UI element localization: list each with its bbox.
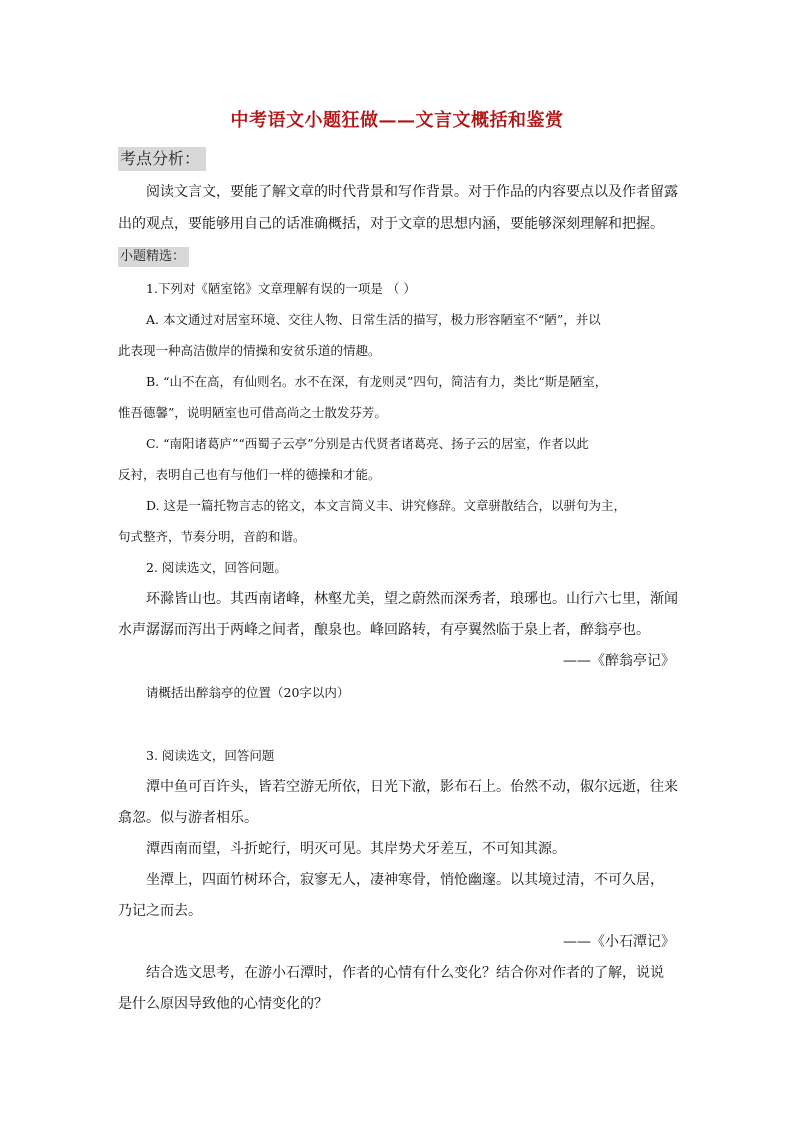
q3-question-line-2: 是什么原因导致他的心情变化的？ — [118, 996, 328, 1012]
q3-source: ——《小石潭记》 — [563, 934, 675, 950]
q1-option-c-line-1: C. “南阳诸葛庐”“西蜀子云亭”分别是古代贤者诸葛亮、扬子云的居室，作者以此 — [146, 436, 589, 451]
q3-passage3-line-2: 乃记之而去。 — [118, 903, 202, 919]
q3-question-line-1: 结合选文思考，在游小石潭时，作者的心情有什么变化？结合你对作者的了解，说说 — [146, 965, 664, 981]
analysis-line-2: 出的观点，要能够用自己的话准确概括，对于文章的思想内涵，要能够深刻理解和把握。 — [118, 216, 664, 232]
q2-source: ——《醉翁亭记》 — [563, 653, 675, 669]
q1-option-a-line-1: A. 本文通过对居室环境、交往人物、日常生活的描写，极力形容陋室不“陋”，并以 — [146, 312, 601, 327]
q1-option-c-line-2: 反衬，表明自己也有与他们一样的德操和才能。 — [118, 467, 381, 482]
q1-stem: 1.下列对《陋室铭》文章理解有误的一项是 （ ） — [146, 281, 416, 296]
q2-stem: 2. 阅读选文，回答问题。 — [146, 560, 287, 575]
q1-option-b-line-1: B. “山不在高，有仙则名。水不在深，有龙则灵”四句，简洁有力，类比“斯是陋室， — [146, 374, 608, 389]
q2-passage-line-1: 环滁皆山也。其西南诸峰，林壑尤美，望之蔚然而深秀者，琅琊也。山行六七里，渐闻 — [146, 591, 678, 607]
q1-option-a-line-2: 此表现一种高洁傲岸的情操和安贫乐道的情趣。 — [118, 343, 381, 358]
q3-passage2: 潭西南而望，斗折蛇行，明灭可见。其岸势犬牙差互，不可知其源。 — [146, 841, 566, 857]
q3-passage3-line-1: 坐潭上，四面竹树环合，寂寥无人，凄神寒骨，悄怆幽邃。以其境过清，不可久居， — [146, 872, 664, 888]
section-heading-practice: 小题精选： — [118, 247, 189, 267]
section-heading-analysis: 考点分析： — [118, 147, 206, 171]
q3-stem: 3. 阅读选文，回答问题 — [146, 748, 275, 763]
q1-option-d-line-1: D. 这是一篇托物言志的铭文，本文言简义丰、讲究修辞。文章骈散结合，以骈句为主， — [146, 498, 627, 513]
q2-question: 请概括出醉翁亭的位置（20字以内） — [146, 685, 350, 700]
analysis-line-1: 阅读文言文，要能了解文章的时代背景和写作背景。对于作品的内容要点以及作者留露 — [146, 184, 678, 200]
q3-passage1-line-1: 潭中鱼可百许头，皆若空游无所依，日光下澈，影布石上。佁然不动，俶尔远逝，往来 — [146, 779, 678, 795]
q1-option-d-line-2: 句式整齐，节奏分明，音韵和谐。 — [118, 529, 306, 544]
q3-passage1-line-2: 翕忽。似与游者相乐。 — [118, 810, 258, 826]
page-title: 中考语文小题狂做——文言文概括和鉴赏 — [230, 110, 564, 131]
q2-passage-line-2: 水声潺潺而泻出于两峰之间者，酿泉也。峰回路转，有亭翼然临于泉上者，醉翁亭也。 — [118, 622, 650, 638]
q1-option-b-line-2: 惟吾德馨”，说明陋室也可借高尚之士散发芬芳。 — [118, 405, 387, 420]
